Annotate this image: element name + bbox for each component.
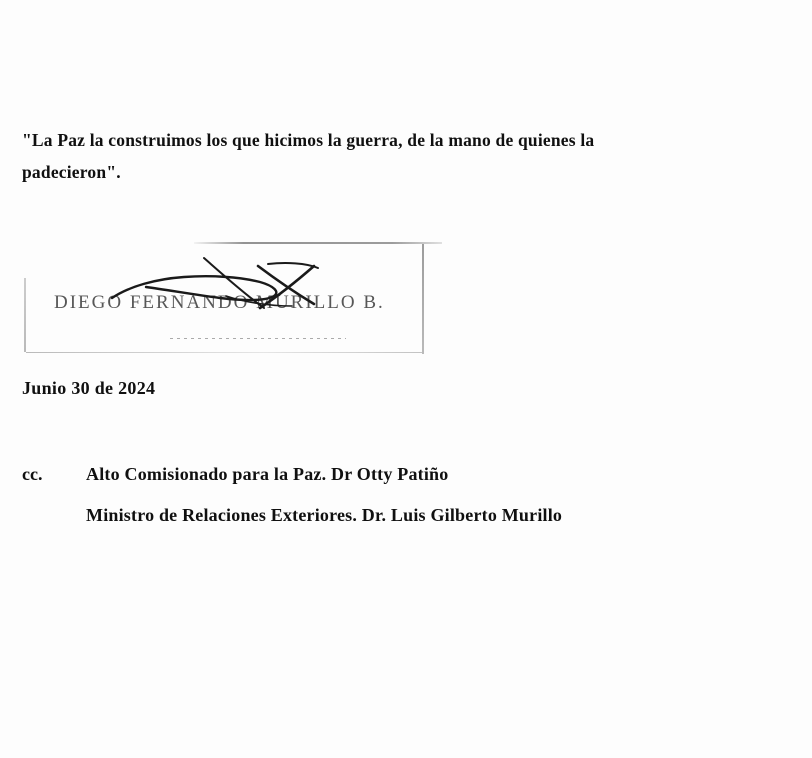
cc-block bbox=[22, 464, 722, 546]
cc-recipient-2: Ministro de Relaciones Exteriores. Dr. Luis Gilberto Murillo bbox=[86, 505, 563, 525]
cc-row bbox=[22, 464, 722, 485]
signature-block bbox=[18, 236, 448, 366]
stamp-dotted-rule bbox=[170, 338, 346, 339]
cc-recipient-1: Alto Comisionado para la Paz. Dr Otty Patiño bbox=[86, 464, 449, 484]
signatory-name: DIEGO FERNANDO MURILLO B. bbox=[54, 292, 385, 313]
stamp-edge-bottom bbox=[26, 352, 422, 353]
stamp-edge-top bbox=[194, 242, 442, 244]
quotation-paragraph bbox=[22, 124, 790, 189]
cc-row bbox=[22, 505, 722, 526]
stamp-edge-left bbox=[24, 278, 26, 352]
date-line: Junio 30 de 2024 bbox=[22, 378, 156, 398]
quotation-line-1: "La Paz la construimos los que hicimos la guerra, de la mano de quienes la bbox=[22, 130, 595, 150]
cc-label: cc. bbox=[22, 464, 43, 484]
stamp-edge-right bbox=[422, 244, 424, 354]
quotation-line-2: padecieron". bbox=[22, 162, 121, 183]
